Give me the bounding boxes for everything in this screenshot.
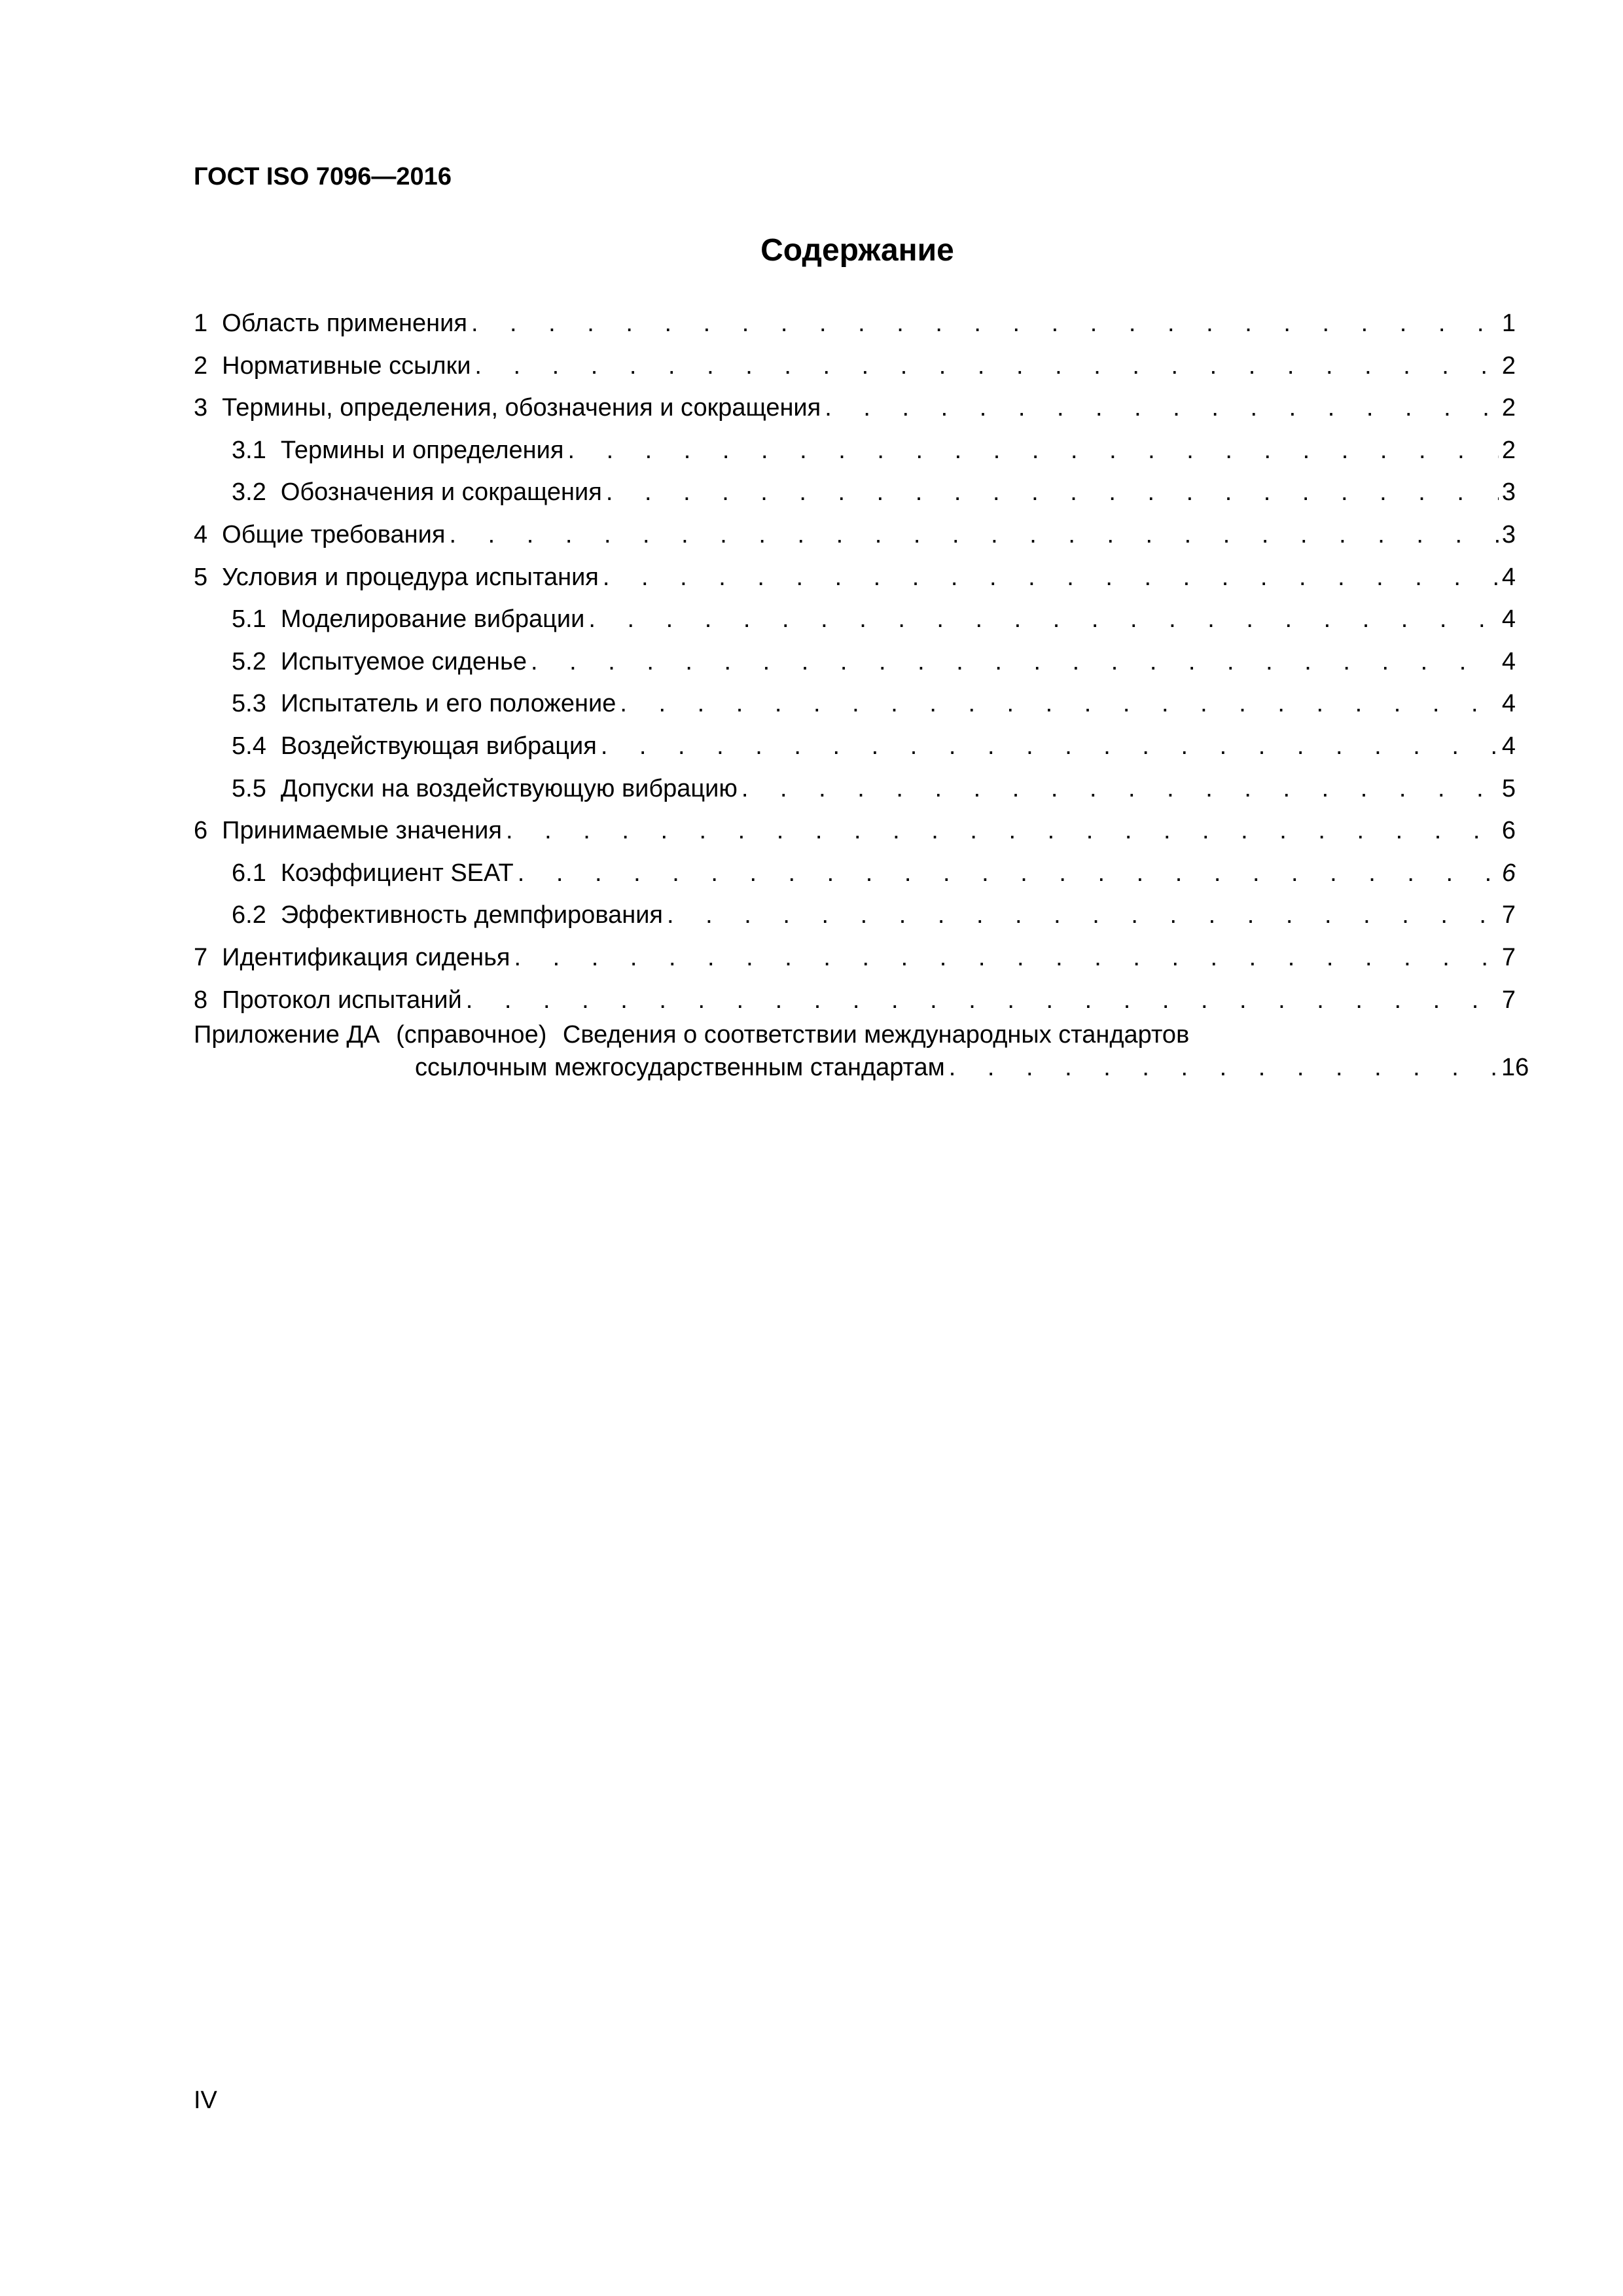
toc-entry-page-number: 5 (1501, 774, 1516, 802)
table-of-contents (194, 302, 1516, 1021)
toc-entry-title: Общие требования (222, 520, 446, 548)
toc-entry-number: 8 (194, 986, 208, 1014)
document-code: ГОСТ ISO 7096—2016 (194, 163, 452, 190)
toc-entry-title: Идентификация сиденья (222, 943, 510, 971)
dot-leader (567, 429, 1499, 472)
toc-entry-number: 2 (194, 351, 208, 380)
dot-leader (531, 641, 1499, 683)
toc-entry-title: Область применения (222, 310, 467, 337)
toc-entry-title: Испытатель и его положение (280, 690, 616, 718)
dot-leader (606, 471, 1499, 514)
toc-entry[interactable] (194, 514, 1516, 556)
dot-leader (949, 1051, 1499, 1084)
dot-leader (506, 810, 1499, 852)
dot-leader (588, 598, 1499, 641)
dot-leader (741, 768, 1499, 810)
toc-entry-number: 4 (194, 520, 208, 548)
dot-leader (603, 556, 1499, 599)
toc-subentry[interactable] (194, 768, 1516, 810)
toc-subentry[interactable] (194, 429, 1516, 472)
dot-leader (667, 894, 1499, 937)
toc-entry-page-number: 7 (1501, 901, 1516, 929)
toc-entry-title: Коэффициент SEAT (280, 859, 514, 887)
toc-entry-number: 3.2 (232, 478, 266, 507)
toc-entry-number: 6.2 (232, 901, 266, 929)
toc-subentry[interactable] (194, 725, 1516, 768)
toc-entry-number: 6 (194, 817, 208, 845)
toc-entry-page-number: 7 (1501, 943, 1516, 971)
page-number: IV (194, 2087, 217, 2114)
appendix-type: (справочное) (396, 1021, 547, 1049)
toc-entry-title: Моделирование вибрации (280, 605, 585, 634)
toc-entry-title: Обозначения и сокращения (280, 478, 602, 507)
toc-entry[interactable] (194, 302, 1516, 345)
appendix-line-1 (194, 1018, 1516, 1051)
toc-entry-page-number: 4 (1501, 563, 1516, 591)
dot-leader (474, 345, 1499, 387)
toc-entry-title: Принимаемые значения (222, 817, 502, 845)
toc-entry-page-number: 2 (1501, 394, 1516, 422)
dot-leader (466, 979, 1499, 1022)
toc-entry-number: 7 (194, 943, 208, 971)
appendix-line-2 (194, 1051, 1529, 1084)
toc-entry-title: Протокол испытаний (222, 986, 462, 1014)
page-title: Содержание (760, 233, 954, 268)
dot-leader (601, 725, 1499, 768)
toc-entry-page-number: 4 (1501, 605, 1516, 634)
toc-subentry[interactable] (194, 894, 1516, 937)
appendix-title-line-1: Сведения о соответствии международных стандартов (562, 1021, 1190, 1049)
toc-entry[interactable] (194, 937, 1516, 979)
toc-entry[interactable] (194, 810, 1516, 852)
dot-leader (514, 937, 1499, 979)
toc-entry-page-number: 3 (1501, 478, 1516, 507)
toc-entry-number: 5 (194, 563, 208, 591)
toc-entry-title: Нормативные ссылки (222, 351, 471, 380)
dot-leader (620, 683, 1499, 725)
toc-entry-page-number: 4 (1501, 690, 1516, 718)
toc-entry-number: 5.5 (232, 774, 266, 802)
toc-entry-page-number: 4 (1501, 732, 1516, 760)
toc-subentry[interactable] (194, 683, 1516, 725)
toc-entry[interactable] (194, 345, 1516, 387)
toc-subentry[interactable] (194, 471, 1516, 514)
toc-entry-page-number: 6 (1501, 859, 1516, 887)
appendix-title-line-2: ссылочным межгосударственным стандартам (415, 1054, 945, 1081)
dot-leader (449, 514, 1499, 556)
toc-entry-title: Термины и определения (280, 436, 564, 464)
toc-entry-page-number: 4 (1501, 647, 1516, 675)
toc-subentry[interactable] (194, 641, 1516, 683)
toc-entry-title: Эффективность демпфирования (280, 901, 664, 929)
toc-entry-number: 5.4 (232, 732, 266, 760)
toc-entry-page-number: 6 (1501, 817, 1516, 845)
dot-leader (518, 852, 1499, 895)
toc-entry-page-number: 2 (1501, 436, 1516, 464)
toc-entry-number: 5.2 (232, 647, 266, 675)
toc-entry-title: Допуски на воздействующую вибрацию (280, 774, 738, 802)
toc-entry-title: Воздействующая вибрация (280, 732, 597, 760)
toc-subentry[interactable] (194, 852, 1516, 895)
toc-entry[interactable] (194, 387, 1516, 429)
toc-subentry[interactable] (194, 598, 1516, 641)
toc-entry-number: 3 (194, 394, 208, 422)
appendix-label: Приложение ДА (194, 1021, 380, 1049)
toc-entry-page-number: 1 (1501, 310, 1516, 337)
toc-entry-number: 5.1 (232, 605, 266, 634)
toc-entry-number: 3.1 (232, 436, 266, 464)
toc-entry-page-number: 2 (1501, 351, 1516, 380)
toc-entry-number: 5.3 (232, 690, 266, 718)
toc-entry-page-number: 7 (1501, 986, 1516, 1014)
toc-entry[interactable] (194, 556, 1516, 599)
toc-entry-number: 1 (194, 310, 208, 337)
toc-entry-number: 6.1 (232, 859, 266, 887)
toc-entry-title: Испытуемое сиденье (280, 647, 527, 675)
toc-appendix-entry[interactable] (194, 1018, 1529, 1084)
dot-leader (825, 387, 1499, 429)
dot-leader (471, 302, 1499, 345)
toc-entry-page-number: 3 (1501, 520, 1516, 548)
appendix-page-number: 16 (1501, 1054, 1529, 1081)
toc-entry-title: Термины, определения, обозначения и сокращения (222, 394, 821, 422)
toc-entry-title: Условия и процедура испытания (222, 563, 599, 591)
toc-entry[interactable] (194, 979, 1516, 1022)
